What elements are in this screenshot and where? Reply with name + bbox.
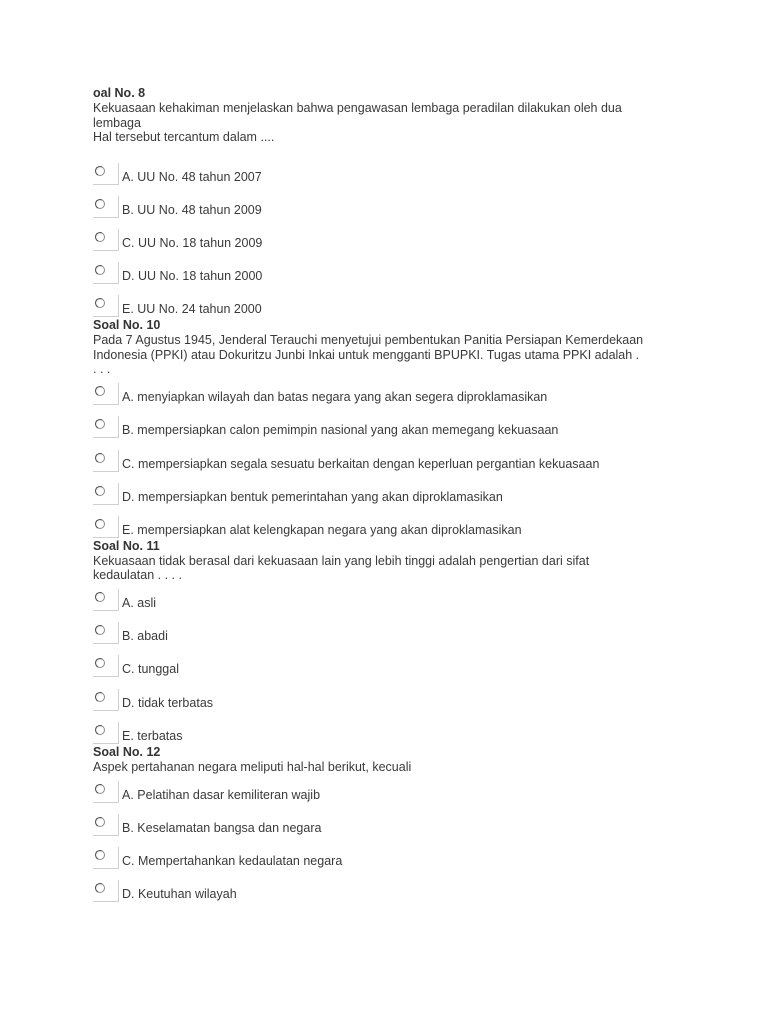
radio-button-icon[interactable] bbox=[95, 725, 105, 735]
radio-frame bbox=[93, 196, 119, 218]
answer-label[interactable]: C. tunggal bbox=[122, 662, 179, 677]
answer-option[interactable] bbox=[93, 803, 693, 836]
answer-option[interactable] bbox=[93, 644, 693, 677]
answer-option[interactable] bbox=[93, 251, 693, 284]
radio-button-icon[interactable] bbox=[95, 298, 105, 308]
question-title: Soal No. 12 bbox=[93, 744, 161, 759]
answer-option[interactable] bbox=[93, 185, 693, 218]
radio-button-icon[interactable] bbox=[95, 419, 105, 429]
radio-frame bbox=[93, 416, 119, 438]
answer-options bbox=[93, 152, 693, 318]
answer-option[interactable] bbox=[93, 869, 693, 902]
radio-frame bbox=[93, 722, 119, 744]
question-title: oal No. 8 bbox=[93, 86, 146, 100]
radio-button-icon[interactable] bbox=[95, 386, 105, 396]
radio-button-icon[interactable] bbox=[95, 817, 105, 827]
answer-label[interactable]: E. UU No. 24 tahun 2000 bbox=[122, 302, 262, 317]
question-10 bbox=[93, 318, 693, 537]
radio-button-icon[interactable] bbox=[95, 232, 105, 242]
answer-option[interactable] bbox=[93, 405, 693, 438]
answer-label[interactable]: B. abadi bbox=[122, 629, 168, 644]
question-text: Kekuasaan kehakiman menjelaskan bahwa pengawasan lembaga peradilan dilakukan oleh dua lembaga Hal tersebut tercantum dalam .... bbox=[93, 101, 622, 144]
question-11 bbox=[93, 539, 693, 744]
answer-label[interactable]: C. UU No. 18 tahun 2009 bbox=[122, 236, 263, 251]
answer-label[interactable]: C. Mempertahankan kedaulatan negara bbox=[122, 853, 343, 868]
answer-label[interactable]: D. Keutuhan wilayah bbox=[122, 887, 237, 902]
answer-label[interactable]: D. tidak terbatas bbox=[122, 695, 214, 710]
answer-options bbox=[93, 578, 693, 744]
answer-label[interactable]: B. UU No. 48 tahun 2009 bbox=[122, 202, 262, 217]
answer-option[interactable] bbox=[93, 218, 693, 251]
answer-option[interactable] bbox=[93, 284, 693, 317]
radio-frame bbox=[93, 383, 119, 405]
radio-frame bbox=[93, 847, 119, 869]
answer-label[interactable]: E. mempersiapkan alat kelengkapan negara yang akan diproklamasikan bbox=[122, 522, 522, 537]
radio-frame bbox=[93, 262, 119, 284]
question-12 bbox=[93, 745, 693, 902]
question-8 bbox=[93, 86, 693, 317]
question-text: Pada 7 Agustus 1945, Jenderal Terauchi menyetujui pembentukan Panitia Persiapan Kemerdekaan Indonesia (PPKI) atau Dokuritzu Junbi Inkai untuk mengganti BPUPKI. Tugas utama PPKI adalah . . . . bbox=[93, 333, 644, 377]
answer-option[interactable] bbox=[93, 611, 693, 644]
answer-label[interactable]: C. mempersiapkan segala sesuatu berkaitan dengan keperluan pergantian kekuasaan bbox=[122, 456, 600, 471]
radio-button-icon[interactable] bbox=[95, 625, 105, 635]
answer-options bbox=[93, 372, 693, 538]
radio-frame bbox=[93, 880, 119, 902]
question-title: Soal No. 11 bbox=[93, 538, 160, 553]
answer-option[interactable] bbox=[93, 711, 693, 744]
radio-button-icon[interactable] bbox=[95, 592, 105, 602]
answer-label[interactable]: B. Keselamatan bangsa dan negara bbox=[122, 820, 322, 835]
radio-button-icon[interactable] bbox=[95, 166, 105, 176]
question-text: Aspek pertahanan negara meliputi hal-hal berikut, kecuali bbox=[93, 759, 412, 774]
radio-frame bbox=[93, 229, 119, 251]
answer-option[interactable] bbox=[93, 836, 693, 869]
answer-option[interactable] bbox=[93, 152, 693, 185]
answer-label[interactable]: B. mempersiapkan calon pemimpin nasional yang akan memegang kekuasaan bbox=[122, 423, 559, 438]
radio-frame bbox=[93, 450, 119, 472]
radio-frame bbox=[93, 516, 119, 538]
answer-option[interactable] bbox=[93, 769, 693, 802]
answer-option[interactable] bbox=[93, 438, 693, 471]
radio-frame bbox=[93, 483, 119, 505]
answer-option[interactable] bbox=[93, 372, 693, 405]
answer-label[interactable]: D. mempersiapkan bentuk pemerintahan yang akan diproklamasikan bbox=[122, 489, 503, 504]
answer-label[interactable]: E. terbatas bbox=[122, 728, 183, 743]
answer-option[interactable] bbox=[93, 472, 693, 505]
answer-options bbox=[93, 769, 693, 902]
radio-frame bbox=[93, 781, 119, 803]
question-text: Kekuasaan tidak berasal dari kekuasaan lain yang lebih tinggi adalah pengertian dari sifat kedaulatan . . . . bbox=[93, 553, 590, 583]
answer-option[interactable] bbox=[93, 505, 693, 538]
question-title: Soal No. 10 bbox=[93, 318, 161, 333]
radio-button-icon[interactable] bbox=[95, 692, 105, 702]
answer-option[interactable] bbox=[93, 677, 693, 710]
answer-option[interactable] bbox=[93, 578, 693, 611]
answer-label[interactable]: A. UU No. 48 tahun 2007 bbox=[122, 169, 262, 184]
radio-button-icon[interactable] bbox=[95, 199, 105, 209]
radio-button-icon[interactable] bbox=[95, 883, 105, 893]
radio-frame bbox=[93, 622, 119, 644]
radio-frame bbox=[93, 655, 119, 677]
radio-button-icon[interactable] bbox=[95, 784, 105, 794]
radio-frame bbox=[93, 814, 119, 836]
answer-label[interactable]: A. menyiapkan wilayah dan batas negara yang akan segera diproklamasikan bbox=[122, 390, 548, 405]
radio-frame bbox=[93, 589, 119, 611]
radio-button-icon[interactable] bbox=[95, 265, 105, 275]
radio-button-icon[interactable] bbox=[95, 850, 105, 860]
answer-label[interactable]: A. Pelatihan dasar kemiliteran wajib bbox=[122, 787, 321, 802]
quiz-document bbox=[93, 86, 693, 902]
radio-button-icon[interactable] bbox=[95, 519, 105, 529]
radio-frame bbox=[93, 163, 119, 185]
radio-frame bbox=[93, 689, 119, 711]
radio-button-icon[interactable] bbox=[95, 453, 105, 463]
radio-frame bbox=[93, 295, 119, 317]
radio-button-icon[interactable] bbox=[95, 486, 105, 496]
radio-button-icon[interactable] bbox=[95, 658, 105, 668]
answer-label[interactable]: D. UU No. 18 tahun 2000 bbox=[122, 269, 263, 284]
answer-label[interactable]: A. asli bbox=[122, 596, 157, 611]
